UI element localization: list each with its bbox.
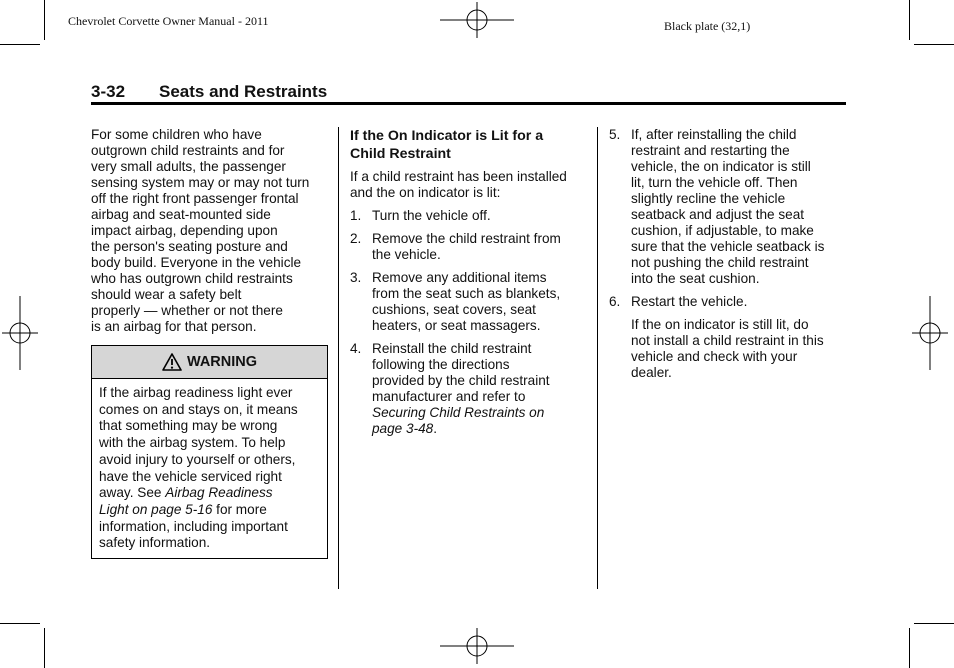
list-item: 6. Restart the vehicle.	[609, 294, 748, 309]
column-divider	[597, 127, 598, 589]
cross-reference-link[interactable]: Light on page 5-16	[99, 501, 213, 517]
manual-title: Chevrolet Corvette Owner Manual - 2011	[68, 14, 269, 28]
crop-mark	[44, 0, 45, 40]
cross-reference-link[interactable]: Securing Child Restraints on	[372, 405, 545, 420]
list-item: 5. If, after reinstalling the child restraint and restarting the vehicle, the on indicator is still lit, turn the vehicle off. Then slightly recline the vehicle seatback and adjust the seat cushion, if adjustable, to make sure that the vehicle seatback is not pushing the child restraint into the seat cushion.	[609, 127, 825, 286]
warning-box	[91, 345, 328, 559]
intro-paragraph: If a child restraint has been installed and the on indicator is lit:	[350, 169, 567, 200]
warning-text: If the airbag readiness light ever comes on and stays on, it means that something may be wrong with the airbag system. To help avoid injury to yourself or others, have the vehicle serviced right away. See Airbag Readiness Light on page 5-16 for more information, including important safety information.	[99, 385, 298, 551]
column-1	[91, 127, 331, 335]
page-number: 3-32	[91, 82, 126, 101]
column-2	[350, 127, 592, 437]
registration-mark-icon	[440, 628, 514, 664]
warning-title: WARNING	[186, 354, 258, 370]
registration-mark-icon	[440, 2, 514, 38]
column-3	[609, 127, 849, 381]
plate-label: Black plate (32,1)	[664, 19, 751, 33]
list-item: 4. Reinstall the child restraint following the directions provided by the child restraint manufacturer and refer to Securing Child Restraints on page 3-48.	[350, 341, 550, 436]
header-rule	[91, 102, 846, 105]
crop-mark	[909, 628, 910, 668]
crop-mark	[914, 623, 954, 624]
cross-reference-link[interactable]: page 3-48	[372, 421, 434, 436]
list-item: 1. Turn the vehicle off.	[350, 208, 491, 223]
crop-mark	[909, 0, 910, 40]
cross-reference-link[interactable]: Airbag Readiness	[165, 485, 273, 501]
closing-paragraph: If the on indicator is still lit, do not install a child restraint in this vehicle and check with your dealer.	[631, 317, 824, 380]
body-paragraph: For some children who have outgrown child restraints and for very small adults, the passenger sensing system may or may not turn off the right front passenger frontal airbag and seat-mounted side impact airbag, depending upon the person's seating posture and body build. Everyone in the vehicle who has outgrown child restraints should wear a safety belt properly — whether or not there is an airbag for that person.	[91, 127, 310, 334]
section-heading	[91, 82, 327, 102]
crop-mark	[0, 623, 40, 624]
crop-mark	[44, 628, 45, 668]
warning-header	[92, 346, 327, 379]
section-title: Seats and Restraints	[159, 82, 328, 101]
crop-mark	[0, 44, 40, 45]
list-item: 3. Remove any additional items from the seat such as blankets, cushions, seat covers, seat heaters, or seat massagers.	[350, 270, 561, 333]
crop-mark	[914, 44, 954, 45]
subsection-heading: If the On Indicator is Lit for a Child Restraint	[350, 128, 544, 162]
registration-mark-icon	[2, 296, 38, 370]
column-divider	[338, 127, 339, 589]
list-item: 2. Remove the child restraint from the vehicle.	[350, 231, 561, 262]
registration-mark-icon	[912, 296, 948, 370]
warning-triangle-icon	[162, 353, 182, 371]
